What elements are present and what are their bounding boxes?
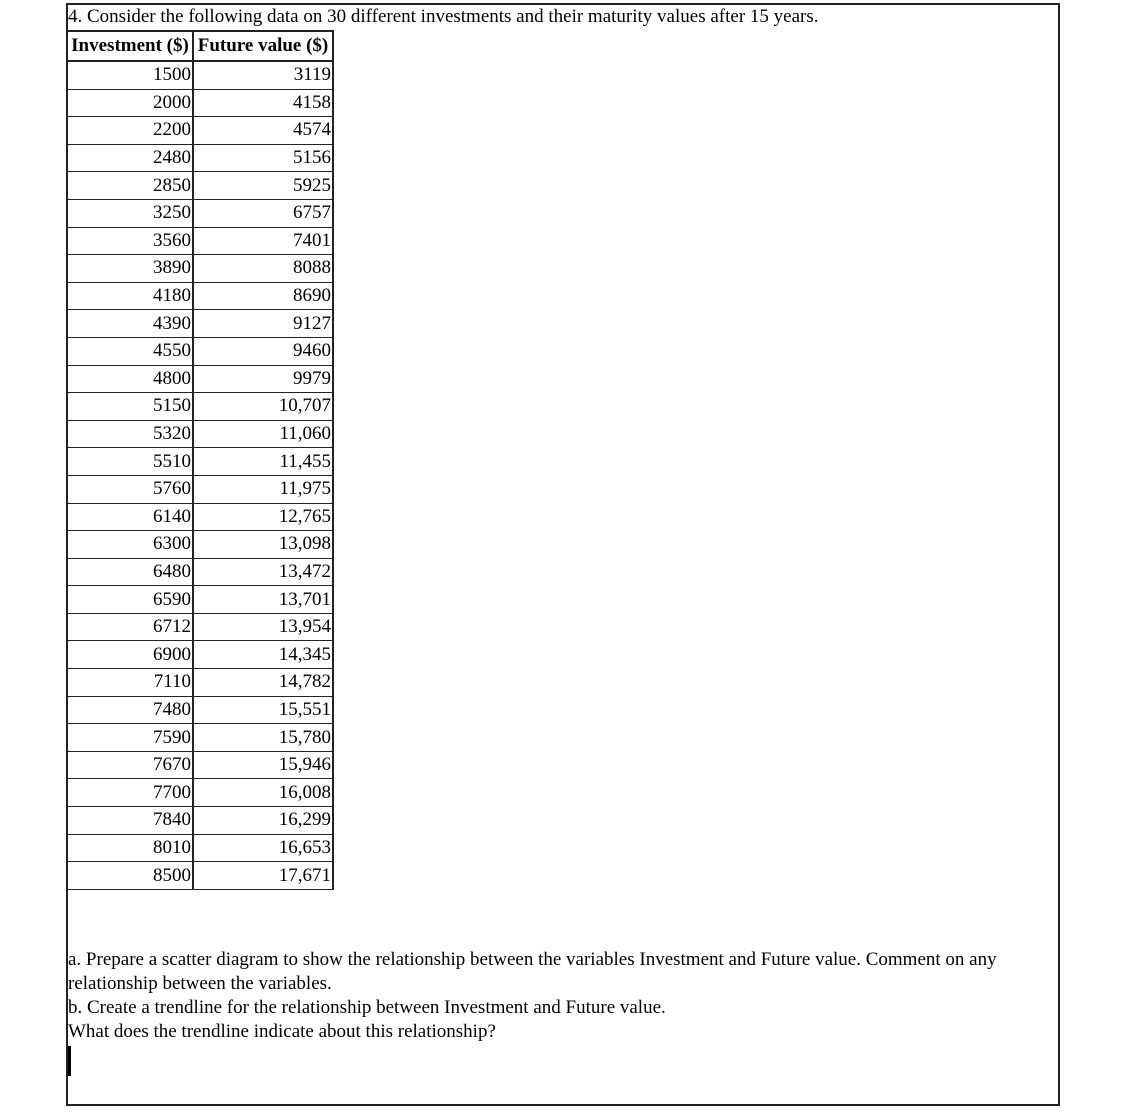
table-row (67, 531, 333, 559)
table-row (67, 365, 333, 393)
table-row (67, 475, 333, 503)
future-value-cell: 15,946 (193, 751, 333, 779)
future-value-cell: 9127 (193, 310, 333, 338)
table-row (67, 393, 333, 421)
future-value-cell: 4574 (193, 117, 333, 145)
future-value-cell: 15,780 (193, 724, 333, 752)
table-row (67, 61, 333, 89)
table-row (67, 558, 333, 586)
investment-cell: 2200 (67, 117, 193, 145)
future-value-cell: 12,765 (193, 503, 333, 531)
table-row (67, 172, 333, 200)
table-row (67, 227, 333, 255)
table-row (67, 503, 333, 531)
investment-cell: 4800 (67, 365, 193, 393)
investment-cell: 5150 (67, 393, 193, 421)
future-value-cell: 5156 (193, 144, 333, 172)
investment-cell: 7670 (67, 751, 193, 779)
future-value-cell: 11,060 (193, 420, 333, 448)
investment-cell: 3250 (67, 199, 193, 227)
table-row (67, 724, 333, 752)
future-value-cell: 6757 (193, 199, 333, 227)
future-value-cell: 16,008 (193, 779, 333, 807)
table-row (67, 337, 333, 365)
future-value-cell: 9460 (193, 337, 333, 365)
future-value-cell: 15,551 (193, 696, 333, 724)
investment-cell: 7110 (67, 669, 193, 697)
investment-cell: 4180 (67, 282, 193, 310)
table-body (67, 61, 333, 889)
investment-cell: 2480 (67, 144, 193, 172)
future-value-cell: 16,653 (193, 834, 333, 862)
investment-cell: 8500 (67, 862, 193, 890)
prompt-block (68, 948, 1058, 1044)
future-value-cell: 10,707 (193, 393, 333, 421)
future-value-cell: 5925 (193, 172, 333, 200)
future-value-cell: 4158 (193, 89, 333, 117)
future-value-cell: 3119 (193, 61, 333, 89)
investment-cell: 6480 (67, 558, 193, 586)
table-row (67, 282, 333, 310)
prompt-a: a. Prepare a scatter diagram to show the relationship between the variables Investment and Future value. Comment on any relationship between the variables. (68, 949, 997, 994)
table-row (67, 310, 333, 338)
investment-cell: 6900 (67, 641, 193, 669)
investment-cell: 4550 (67, 337, 193, 365)
future-value-cell: 14,782 (193, 669, 333, 697)
investment-cell: 7840 (67, 807, 193, 835)
investment-cell: 4390 (67, 310, 193, 338)
investment-cell: 7590 (67, 724, 193, 752)
investment-cell: 2850 (67, 172, 193, 200)
investment-cell: 5320 (67, 420, 193, 448)
table-row (67, 807, 333, 835)
table-row (67, 613, 333, 641)
investment-cell: 3560 (67, 227, 193, 255)
investment-cell: 2000 (67, 89, 193, 117)
table-row (67, 199, 333, 227)
table-row (67, 834, 333, 862)
table-row (67, 641, 333, 669)
future-value-cell: 17,671 (193, 862, 333, 890)
future-value-cell: 7401 (193, 227, 333, 255)
table-row (67, 420, 333, 448)
investment-cell: 8010 (67, 834, 193, 862)
table-row (67, 586, 333, 614)
future-value-cell: 14,345 (193, 641, 333, 669)
investment-cell: 7700 (67, 779, 193, 807)
investment-cell: 6300 (67, 531, 193, 559)
investment-cell: 6140 (67, 503, 193, 531)
table-row (67, 144, 333, 172)
header-investment: Investment ($) (67, 31, 193, 61)
table-row (67, 89, 333, 117)
prompt-b-question: What does the trendline indicate about this relationship? (68, 1021, 496, 1042)
header-future-value: Future value ($) (193, 31, 333, 61)
investment-cell: 5760 (67, 475, 193, 503)
future-value-cell: 11,975 (193, 475, 333, 503)
table-header-row (67, 31, 333, 61)
investment-cell: 1500 (67, 61, 193, 89)
text-cursor[interactable] (68, 1046, 71, 1076)
table-row (67, 117, 333, 145)
table-row (67, 779, 333, 807)
future-value-cell: 16,299 (193, 807, 333, 835)
future-value-cell: 13,701 (193, 586, 333, 614)
investment-cell: 5510 (67, 448, 193, 476)
future-value-cell: 13,098 (193, 531, 333, 559)
future-value-cell: 8088 (193, 255, 333, 283)
table-row (67, 255, 333, 283)
future-value-cell: 9979 (193, 365, 333, 393)
table-row (67, 696, 333, 724)
table-row (67, 751, 333, 779)
investment-cell: 6590 (67, 586, 193, 614)
future-value-cell: 8690 (193, 282, 333, 310)
investment-cell: 6712 (67, 613, 193, 641)
investment-table (66, 30, 334, 890)
table-row (67, 448, 333, 476)
table-row (67, 862, 333, 890)
future-value-cell: 13,954 (193, 613, 333, 641)
investment-cell: 7480 (67, 696, 193, 724)
table-row (67, 669, 333, 697)
question-text: 4. Consider the following data on 30 different investments and their maturity values after 15 years. (68, 6, 819, 27)
future-value-cell: 13,472 (193, 558, 333, 586)
investment-cell: 3890 (67, 255, 193, 283)
future-value-cell: 11,455 (193, 448, 333, 476)
prompt-b: b. Create a trendline for the relationship between Investment and Future value. (68, 997, 666, 1018)
